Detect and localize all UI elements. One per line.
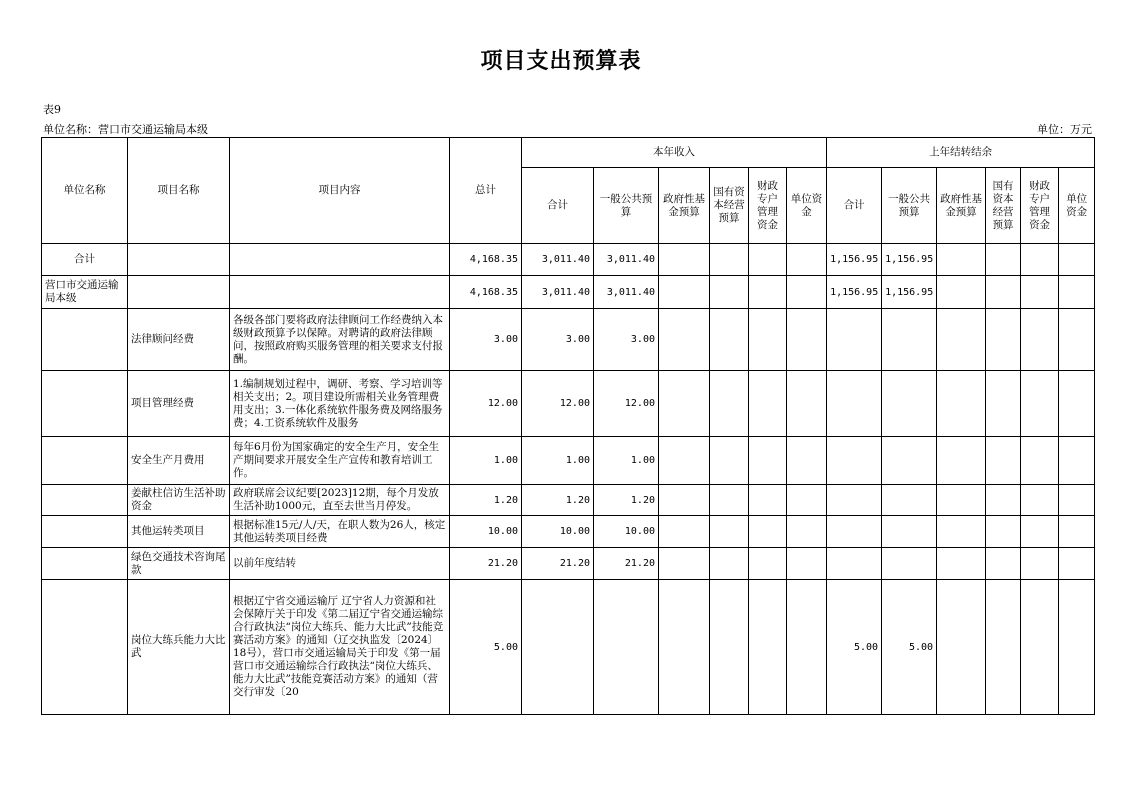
cell-prior-unit-fund [1059,276,1095,309]
cell-current-special-fund [749,276,787,309]
cell-prior-gov-fund [937,516,986,548]
table-number: 表9 [43,103,61,116]
cell-prior-gov-fund [937,244,986,276]
cell-prior-state-capital [986,276,1021,309]
header-prior-gov-fund: 政府性基金预算 [937,168,986,244]
cell-current-unit-fund [787,244,827,276]
cell-current-unit-fund [787,309,827,371]
cell-project-name: 岗位大练兵能力大比武 [128,580,230,715]
cell-current-gov-fund [659,371,710,437]
cell-prior-general-public [882,516,937,548]
cell-prior-unit-fund [1059,244,1095,276]
header-current-income: 本年收入 [522,138,827,168]
cell-prior-special-fund [1021,244,1059,276]
header-total: 总计 [450,138,522,244]
cell-current-unit-fund [787,276,827,309]
cell-unit-name [42,437,128,485]
cell-prior-special-fund [1021,516,1059,548]
cell-current-subtotal: 1.20 [522,485,594,516]
table-row [42,516,1095,548]
cell-prior-general-public [882,437,937,485]
cell-current-state-capital [710,516,749,548]
cell-prior-state-capital [986,437,1021,485]
cell-project-content: 各级各部门要将政府法律顾问工作经费纳入本级财政预算予以保障。对聘请的政府法律顾问，按照政府购买服务管理的相关要求支付报酬。 [230,309,450,371]
cell-unit-name [42,309,128,371]
cell-current-general-public: 1.00 [594,437,659,485]
cell-current-gov-fund [659,548,710,580]
cell-prior-state-capital [986,309,1021,371]
header-prior-general-public: 一般公共预算 [882,168,937,244]
project-budget-table [41,137,1095,715]
table-row [42,580,1095,715]
cell-unit-name [42,371,128,437]
cell-prior-general-public [882,485,937,516]
cell-project-content: 政府联席会议纪要[2023]12期，每个月发放生活补助1000元，直至去世当月停发。 [230,485,450,516]
header-project-name: 项目名称 [128,138,230,244]
cell-unit-name: 营口市交通运输局本级 [42,276,128,309]
cell-prior-special-fund [1021,485,1059,516]
cell-prior-subtotal [827,516,882,548]
cell-project-name: 姜献柱信访生活补助资金 [128,485,230,516]
header-current-general-public: 一般公共预算 [594,168,659,244]
table-row [42,437,1095,485]
cell-current-unit-fund [787,437,827,485]
cell-project-content: 根据标准15元/人/天，在职人数为26人，核定其他运转类项目经费 [230,516,450,548]
cell-project-name: 其他运转类项目 [128,516,230,548]
cell-current-state-capital [710,580,749,715]
cell-prior-general-public: 5.00 [882,580,937,715]
cell-prior-general-public [882,371,937,437]
cell-total: 1.20 [450,485,522,516]
unit-name-label: 单位名称：营口市交通运输局本级 [43,123,208,136]
currency-unit-label: 单位：万元 [1037,123,1092,136]
header-current-special-fund: 财政专户管理资金 [749,168,787,244]
cell-current-subtotal: 10.00 [522,516,594,548]
cell-prior-special-fund [1021,548,1059,580]
header-project-content: 项目内容 [230,138,450,244]
cell-prior-special-fund [1021,580,1059,715]
cell-current-gov-fund [659,244,710,276]
cell-unit-name [42,548,128,580]
cell-prior-state-capital [986,371,1021,437]
cell-current-general-public: 21.20 [594,548,659,580]
cell-prior-subtotal [827,371,882,437]
cell-prior-unit-fund [1059,580,1095,715]
cell-current-special-fund [749,371,787,437]
cell-prior-unit-fund [1059,485,1095,516]
cell-current-special-fund [749,516,787,548]
cell-unit-name [42,485,128,516]
cell-project-name: 绿色交通技术咨询尾款 [128,548,230,580]
cell-prior-subtotal: 1,156.95 [827,276,882,309]
cell-current-state-capital [710,437,749,485]
cell-current-subtotal [522,580,594,715]
cell-total: 3.00 [450,309,522,371]
cell-project-name: 项目管理经费 [128,371,230,437]
cell-current-state-capital [710,244,749,276]
cell-current-gov-fund [659,437,710,485]
cell-prior-special-fund [1021,437,1059,485]
table-row [42,371,1095,437]
cell-current-gov-fund [659,276,710,309]
cell-prior-unit-fund [1059,371,1095,437]
cell-current-subtotal: 12.00 [522,371,594,437]
cell-current-general-public: 3,011.40 [594,244,659,276]
cell-total: 12.00 [450,371,522,437]
cell-project-content: 1.编制规划过程中，调研、考察、学习培训等相关支出；2。项目建设所需相关业务管理费用支出；3.一体化系统软件服务费及网络服务费；4.工资系统软件及服务 [230,371,450,437]
cell-prior-subtotal [827,437,882,485]
cell-prior-unit-fund [1059,548,1095,580]
cell-prior-subtotal: 5.00 [827,580,882,715]
page-title: 项目支出预算表 [480,49,642,74]
cell-current-special-fund [749,309,787,371]
table-total-row [42,244,1095,276]
cell-current-unit-fund [787,516,827,548]
cell-unit-name [42,516,128,548]
cell-current-subtotal: 21.20 [522,548,594,580]
cell-current-state-capital [710,309,749,371]
cell-current-state-capital [710,276,749,309]
cell-current-general-public: 1.20 [594,485,659,516]
cell-prior-subtotal [827,485,882,516]
cell-total: 1.00 [450,437,522,485]
cell-prior-gov-fund [937,485,986,516]
cell-current-gov-fund [659,485,710,516]
cell-total: 10.00 [450,516,522,548]
cell-prior-state-capital [986,485,1021,516]
cell-prior-gov-fund [937,276,986,309]
cell-current-subtotal: 3,011.40 [522,276,594,309]
cell-prior-general-public [882,548,937,580]
cell-project-content: 以前年度结转 [230,548,450,580]
cell-current-special-fund [749,437,787,485]
table-row [42,276,1095,309]
header-prior-unit-fund: 单位资金 [1059,168,1095,244]
cell-current-gov-fund [659,309,710,371]
cell-unit-name: 合计 [42,244,128,276]
header-unit-name: 单位名称 [42,138,128,244]
cell-prior-special-fund [1021,371,1059,437]
cell-total: 5.00 [450,580,522,715]
header-current-gov-fund: 政府性基金预算 [659,168,710,244]
cell-current-general-public: 3.00 [594,309,659,371]
header-current-state-capital: 国有资本经营预算 [710,168,749,244]
cell-prior-subtotal: 1,156.95 [827,244,882,276]
cell-prior-gov-fund [937,309,986,371]
header-prior-special-fund: 财政专户管理资金 [1021,168,1059,244]
cell-prior-subtotal [827,309,882,371]
header-current-unit-fund: 单位资金 [787,168,827,244]
cell-project-content: 每年6月份为国家确定的安全生产月，安全生产期间要求开展安全生产宣传和教育培训工作。 [230,437,450,485]
table-row [42,309,1095,371]
cell-prior-unit-fund [1059,437,1095,485]
header-prior-carryover: 上年结转结余 [827,138,1095,168]
cell-current-general-public [594,580,659,715]
cell-prior-unit-fund [1059,309,1095,371]
cell-prior-state-capital [986,580,1021,715]
cell-current-subtotal: 3.00 [522,309,594,371]
header-row-1 [42,138,1095,168]
cell-project-name [128,276,230,309]
cell-prior-state-capital [986,516,1021,548]
cell-prior-gov-fund [937,548,986,580]
cell-total: 21.20 [450,548,522,580]
cell-project-name [128,244,230,276]
cell-prior-state-capital [986,244,1021,276]
cell-project-content [230,276,450,309]
cell-current-subtotal: 3,011.40 [522,244,594,276]
cell-current-unit-fund [787,548,827,580]
cell-current-unit-fund [787,485,827,516]
cell-prior-subtotal [827,548,882,580]
cell-prior-state-capital [986,548,1021,580]
cell-current-general-public: 3,011.40 [594,276,659,309]
table-row [42,548,1095,580]
header-current-subtotal: 合计 [522,168,594,244]
cell-unit-name [42,580,128,715]
cell-current-special-fund [749,548,787,580]
cell-prior-special-fund [1021,276,1059,309]
cell-project-name: 法律顾问经费 [128,309,230,371]
cell-prior-special-fund [1021,309,1059,371]
cell-current-state-capital [710,371,749,437]
cell-total: 4,168.35 [450,276,522,309]
cell-current-gov-fund [659,580,710,715]
cell-prior-gov-fund [937,371,986,437]
cell-project-content: 根据辽宁省交通运输厅 辽宁省人力资源和社会保障厅关于印发《第二届辽宁省交通运输综合行政执法“岗位大练兵、能力大比武”技能竞赛活动方案》的通知（辽交执监发〔2024〕18号），营口市交通运输局关于印发《第一届营口市交通运输综合行政执法“岗位大练兵、能力大比武”技能竞赛活动方案》的通知（营交行审发〔20 [230,580,450,715]
cell-project-content [230,244,450,276]
cell-current-state-capital [710,485,749,516]
cell-current-general-public: 12.00 [594,371,659,437]
cell-prior-general-public: 1,156.95 [882,244,937,276]
cell-prior-gov-fund [937,580,986,715]
header-prior-subtotal: 合计 [827,168,882,244]
cell-prior-general-public [882,309,937,371]
header-prior-state-capital: 国有资本经营预算 [986,168,1021,244]
table-row [42,485,1095,516]
cell-prior-gov-fund [937,437,986,485]
cell-current-special-fund [749,244,787,276]
cell-current-unit-fund [787,371,827,437]
cell-total: 4,168.35 [450,244,522,276]
cell-current-special-fund [749,580,787,715]
cell-current-subtotal: 1.00 [522,437,594,485]
cell-prior-unit-fund [1059,516,1095,548]
cell-current-gov-fund [659,516,710,548]
cell-current-state-capital [710,548,749,580]
cell-prior-general-public: 1,156.95 [882,276,937,309]
cell-project-name: 安全生产月费用 [128,437,230,485]
cell-current-general-public: 10.00 [594,516,659,548]
cell-current-special-fund [749,485,787,516]
cell-current-unit-fund [787,580,827,715]
